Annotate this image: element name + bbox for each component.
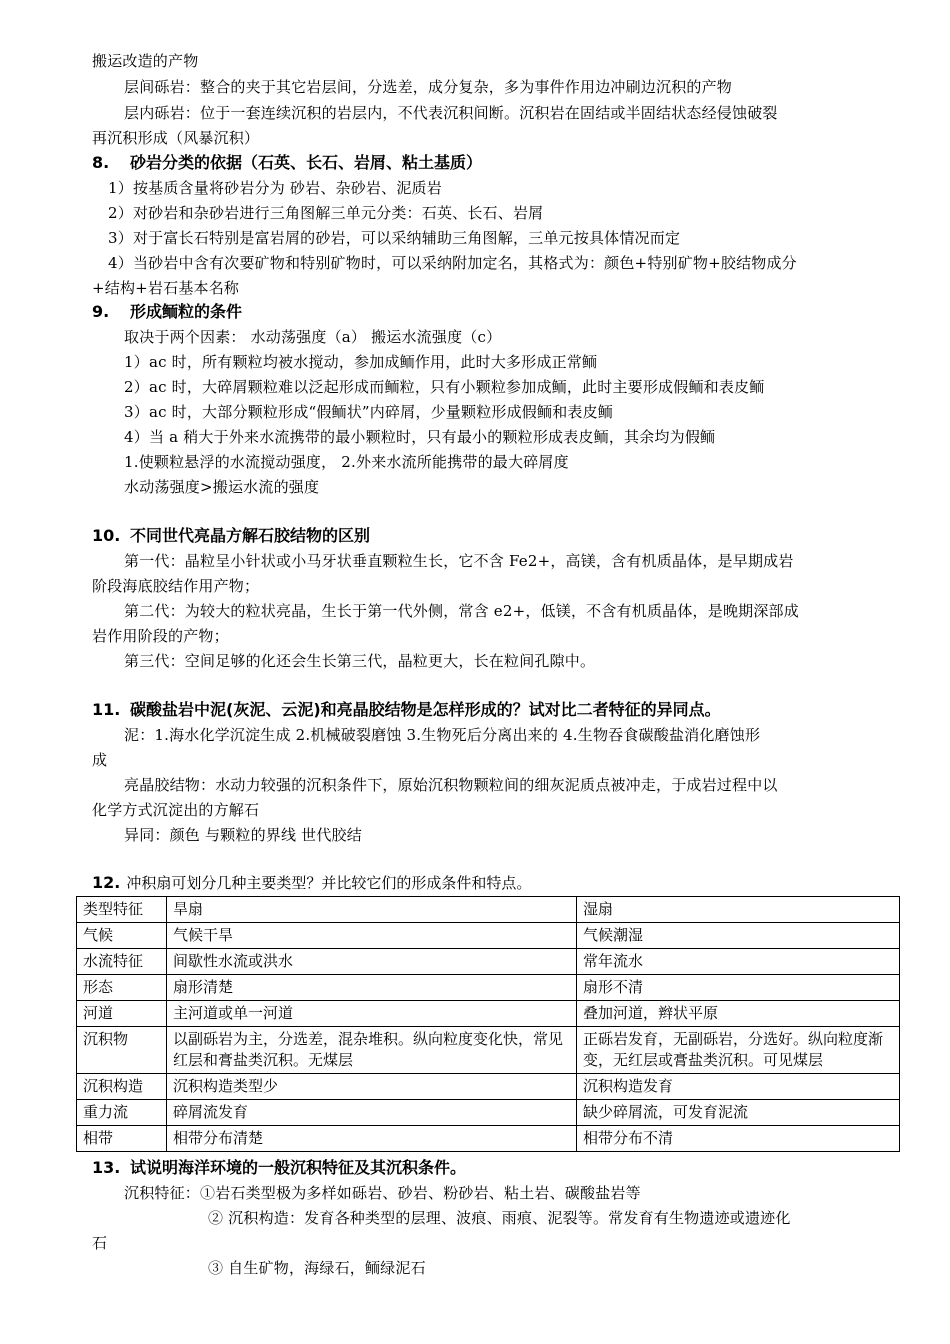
text-line: 化学方式沉淀出的方解石 — [92, 801, 260, 819]
heading-10 — [92, 525, 370, 547]
text-line: 2）对砂岩和杂砂岩进行三角图解三单元分类：石英、长石、岩屑 — [108, 204, 544, 222]
text-line: 阶段海底胶结作用产物； — [92, 577, 260, 595]
heading-13 — [92, 1157, 466, 1179]
table-cell: 主河道或单一河道 — [167, 1001, 577, 1027]
text-line: +结构+岩石基本名称 — [92, 279, 240, 297]
text-line: 第二代：为较大的粒状亮晶，生长于第一代外侧，常含 e2+，低镁，不含有机质晶体，是晚期深部成 — [124, 602, 799, 620]
heading-text: 不同世代亮晶方解石胶结物的区别 — [130, 526, 371, 545]
text-line: 亮晶胶结物：水动力较强的沉积条件下，原始沉积物颗粒间的细灰泥质点被冲走，于成岩过程中以 — [124, 776, 778, 794]
table-cell: 相带 — [77, 1126, 167, 1152]
heading-number: 13. — [92, 1158, 121, 1177]
table-cell: 相带分布清楚 — [167, 1126, 577, 1152]
text-line: 成 — [92, 751, 108, 769]
heading-number: 11. — [92, 700, 121, 719]
text-line: ③ 自生矿物，海绿石，鲕绿泥石 — [208, 1259, 426, 1277]
text-line: 岩作用阶段的产物； — [92, 627, 229, 645]
text-line: 取决于两个因素： 水动荡强度（a） 搬运水流强度（c） — [124, 328, 502, 346]
table-cell: 水流特征 — [77, 949, 167, 975]
table-row — [77, 1074, 900, 1100]
table-cell: 正砾岩发育，无副砾岩，分选好。纵向粒度渐变，无红层或膏盐类沉积。可见煤层 — [577, 1027, 900, 1074]
table-row — [77, 1027, 900, 1074]
heading-text: 试说明海洋环境的一般沉积特征及其沉积条件。 — [130, 1158, 467, 1177]
heading-8 — [92, 152, 482, 174]
table-cell: 扇形不清 — [577, 975, 900, 1001]
table-header-row — [77, 897, 900, 923]
heading-9 — [92, 301, 242, 323]
text-line: 水动荡强度>搬运水流的强度 — [124, 478, 320, 496]
text-line: 搬运改造的产物 — [92, 52, 199, 70]
table-cell: 沉积构造发育 — [577, 1074, 900, 1100]
table-cell: 气候 — [77, 923, 167, 949]
table-row — [77, 1001, 900, 1027]
text-line: 第一代：晶粒呈小针状或小马牙状垂直颗粒生长，它不含 Fe2+，高镁，含有机质晶体，是早期成岩 — [124, 552, 794, 570]
text-line: 再沉积形成（风暴沉积） — [92, 129, 260, 147]
table-cell: 沉积构造类型少 — [167, 1074, 577, 1100]
text-line: 层间砾岩：整合的夹于其它岩层间，分选差，成分复杂，多为事件作用边冲刷边沉积的产物 — [124, 78, 733, 96]
table-cell: 类型特征 — [77, 897, 167, 923]
table-cell: 以副砾岩为主，分选差，混杂堆积。纵向粒度变化快，常见红层和膏盐类沉积。无煤层 — [167, 1027, 577, 1074]
heading-number: 10. — [92, 526, 121, 545]
text-line: 沉积特征：①岩石类型极为多样如砾岩、砂岩、粉砂岩、粘土岩、碳酸盐岩等 — [124, 1184, 641, 1202]
text-line: 层内砾岩：位于一套连续沉积的岩层内，不代表沉积间断。沉积岩在固结或半固结状态经侵蚀破裂 — [124, 104, 778, 122]
text-line: ② 沉积构造：发育各种类型的层理、波痕、雨痕、泥裂等。常发育有生物遗迹或遗迹化 — [208, 1209, 791, 1227]
table-row — [77, 949, 900, 975]
text-line: 1.使颗粒悬浮的水流搅动强度， 2.外来水流所能携带的最大碎屑度 — [124, 453, 569, 471]
text-line: 1）ac 时，所有颗粒均被水搅动，参加成鲕作用，此时大多形成正常鲕 — [124, 353, 598, 371]
text-line: 石 — [92, 1234, 108, 1252]
text-line: 泥：1.海水化学沉淀生成 2.机械破裂磨蚀 3.生物死后分离出来的 4.生物吞食碳酸盐消化磨蚀形 — [124, 726, 761, 744]
table-cell: 河道 — [77, 1001, 167, 1027]
heading-12 — [92, 872, 531, 894]
table-cell: 叠加河道，辫状平原 — [577, 1001, 900, 1027]
heading-text: 形成鲕粒的条件 — [130, 302, 243, 321]
text-line: 第三代：空间足够的化还会生长第三代，晶粒更大，长在粒间孔隙中。 — [124, 652, 596, 670]
table-cell: 相带分布不清 — [577, 1126, 900, 1152]
text-line: 4）当 a 稍大于外来水流携带的最小颗粒时，只有最小的颗粒形成表皮鲕，其余均为假鲕 — [124, 428, 716, 446]
table-cell: 沉积物 — [77, 1027, 167, 1074]
table-row — [77, 1100, 900, 1126]
alluvial-fan-table — [76, 896, 900, 1152]
table-row — [77, 975, 900, 1001]
table-cell: 形态 — [77, 975, 167, 1001]
table-cell: 旱扇 — [167, 897, 577, 923]
text-line: 2）ac 时，大碎屑颗粒难以泛起形成而鲕粒，只有小颗粒参加成鲕，此时主要形成假鲕和表皮鲕 — [124, 378, 765, 396]
table-cell: 缺少碎屑流，可发育泥流 — [577, 1100, 900, 1126]
text-line: 3）ac 时，大部分颗粒形成“假鲕状”内碎屑，少量颗粒形成假鲕和表皮鲕 — [124, 403, 613, 421]
table-cell: 气候干旱 — [167, 923, 577, 949]
table-row — [77, 1126, 900, 1152]
table-cell: 间歇性水流或洪水 — [167, 949, 577, 975]
text-line: 3）对于富长石特别是富岩屑的砂岩，可以采纳辅助三角图解，三单元按具体情况而定 — [108, 229, 681, 247]
heading-number: 12. — [92, 873, 121, 892]
heading-number: 9. — [92, 302, 110, 321]
table-cell: 湿扇 — [577, 897, 900, 923]
heading-11 — [92, 699, 721, 721]
heading-text: 冲积扇可划分几种主要类型？并比较它们的形成条件和特点。 — [126, 874, 532, 892]
heading-number: 8. — [92, 153, 110, 172]
heading-text: 碳酸盐岩中泥(灰泥、云泥)和亮晶胶结物是怎样形成的？试对比二者特征的异同点。 — [130, 700, 721, 719]
text-line: 异同：颜色 与颗粒的界线 世代胶结 — [124, 826, 362, 844]
table-cell: 重力流 — [77, 1100, 167, 1126]
table-cell: 气候潮湿 — [577, 923, 900, 949]
table-row — [77, 923, 900, 949]
text-line: 1）按基质含量将砂岩分为 砂岩、杂砂岩、泥质岩 — [108, 179, 442, 197]
heading-text: 砂岩分类的依据（石英、长石、岩屑、粘土基质） — [130, 153, 483, 172]
table-cell: 沉积构造 — [77, 1074, 167, 1100]
table-cell: 碎屑流发育 — [167, 1100, 577, 1126]
table-cell: 扇形清楚 — [167, 975, 577, 1001]
text-line: 4）当砂岩中含有次要矿物和特别矿物时，可以采纳附加定名，其格式为：颜色+特别矿物+胶结物成分 — [108, 254, 797, 272]
table-cell: 常年流水 — [577, 949, 900, 975]
